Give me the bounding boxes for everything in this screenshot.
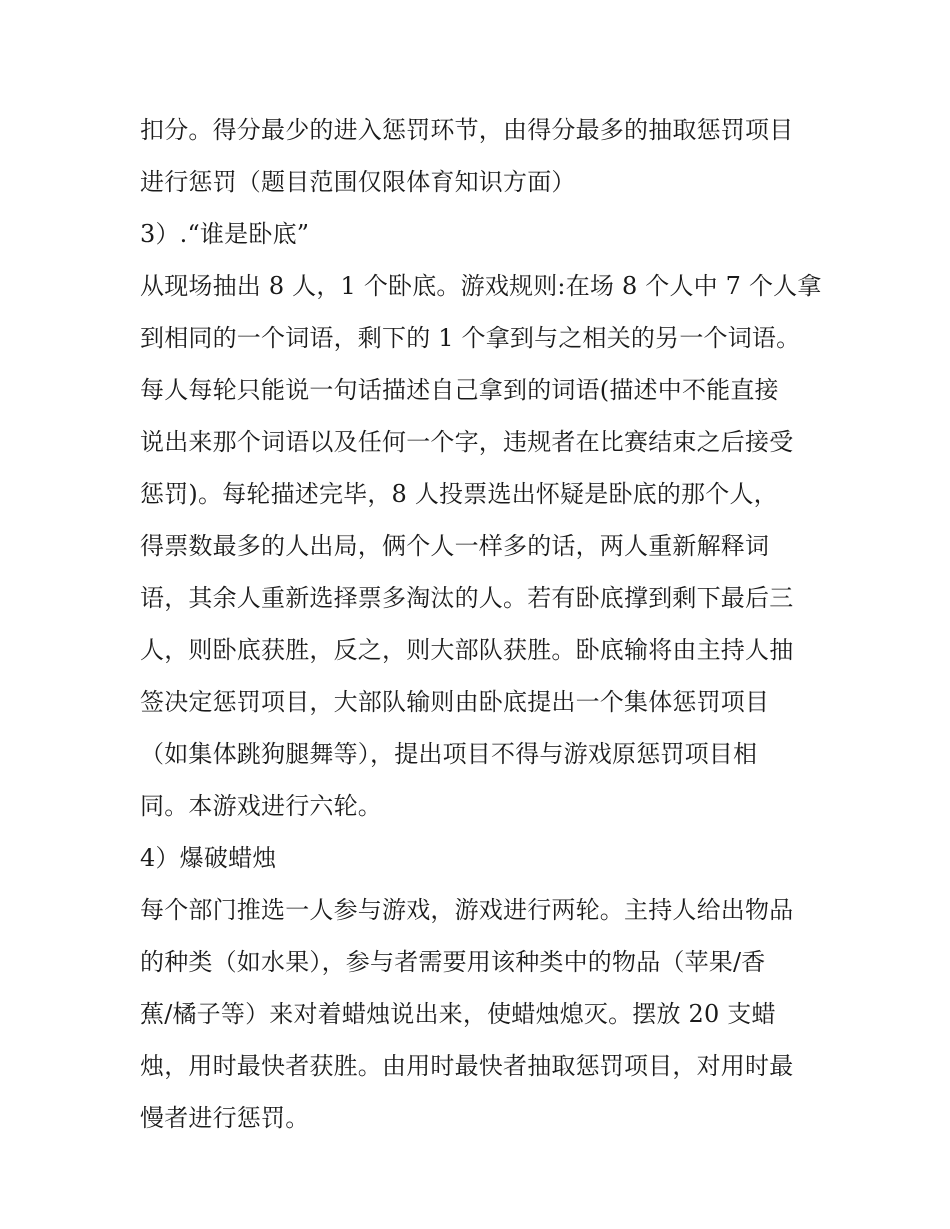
text-line: 从现场抽出 8 人，1 个卧底。游戏规则:在场 8 个人中 7 个人拿 [140,272,822,300]
text-line: 慢者进行惩罚。 [140,1104,310,1132]
text-line: 烛，用时最快者获胜。由用时最快者抽取惩罚项目，对用时最 [140,1052,794,1080]
text-line: （如集体跳狗腿舞等），提出项目不得与游戏原惩罚项目相 [140,740,758,768]
text-line: 每个部门推选一人参与游戏，游戏进行两轮。主持人给出物品 [140,896,794,924]
section-heading: 3）.“谁是卧底” [140,220,310,248]
text-line: 同。本游戏进行六轮。 [140,792,382,820]
text-line: 惩罚)。每轮描述完毕，8 人投票选出怀疑是卧底的那个人， [140,480,778,508]
text-line: 签决定惩罚项目，大部队输则由卧底提出一个集体惩罚项目 [140,688,770,716]
text-line: 说出来那个词语以及任何一个字，违规者在比赛结束之后接受 [140,428,794,456]
text-line: 得票数最多的人出局，俩个人一样多的话，两人重新解释词 [140,532,770,560]
text-line: 每人每轮只能说一句话描述自己拿到的词语(描述中不能直接 [140,376,779,404]
text-line: 人，则卧底获胜，反之，则大部队获胜。卧底输将由主持人抽 [140,636,794,664]
section-heading: 4）爆破蜡烛 [140,844,277,872]
text-line: 到相同的一个词语，剩下的 1 个拿到与之相关的另一个词语。 [140,324,801,352]
text-line: 进行惩罚（题目范围仅限体育知识方面） [140,168,576,196]
document-body [140,104,820,1144]
text-line: 语，其余人重新选择票多淘汰的人。若有卧底撑到剩下最后三 [140,584,794,612]
text-line: 扣分。得分最少的进入惩罚环节，由得分最多的抽取惩罚项目 [140,116,794,144]
text-line: 的种类（如水果），参与者需要用该种类中的物品（苹果/香 [140,948,766,976]
text-line: 蕉/橘子等）来对着蜡烛说出来，使蜡烛熄灭。摆放 20 支蜡 [140,1000,776,1028]
